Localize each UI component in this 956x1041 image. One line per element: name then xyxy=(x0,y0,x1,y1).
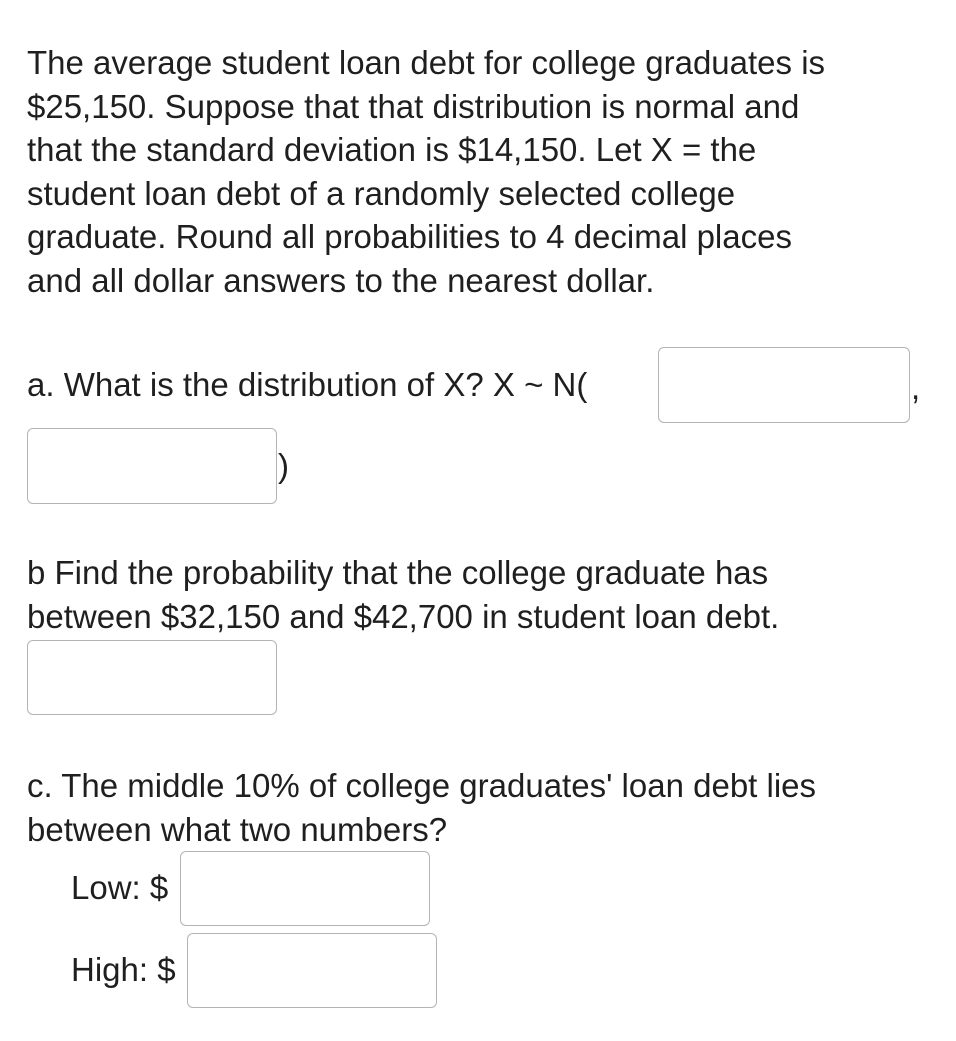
low-label: Low: $ xyxy=(71,869,169,906)
probability-input[interactable] xyxy=(27,640,277,715)
intro-line: and all dollar answers to the nearest dollar. xyxy=(27,261,655,299)
high-label: High: $ xyxy=(71,951,176,988)
part-b-question-line: between $32,150 and $42,700 in student loan debt. xyxy=(27,597,780,635)
part-c-question-line: between what two numbers? xyxy=(27,810,448,848)
part-c-question-line: c. The middle 10% of college graduates' loan debt lies xyxy=(27,767,817,804)
low-input[interactable] xyxy=(180,851,430,926)
intro-line: The average student loan debt for college graduates is xyxy=(27,44,826,81)
standard-deviation-input[interactable] xyxy=(27,428,277,504)
mean-input[interactable] xyxy=(658,347,910,423)
intro-line: $25,150. Suppose that that distribution is normal and xyxy=(27,87,800,125)
comma-separator: , xyxy=(911,369,921,406)
high-input[interactable] xyxy=(187,933,437,1008)
intro-line: that the standard deviation is $14,150. Let X = the xyxy=(27,131,757,168)
intro-line: graduate. Round all probabilities to 4 decimal places xyxy=(27,218,792,255)
part-b-question-line: b Find the probability that the college graduate has xyxy=(27,554,769,591)
part-a-question: a. What is the distribution of X? X ~ N( xyxy=(27,366,588,403)
intro-line: student loan debt of a randomly selected college xyxy=(27,174,736,212)
close-paren: ) xyxy=(278,447,289,484)
